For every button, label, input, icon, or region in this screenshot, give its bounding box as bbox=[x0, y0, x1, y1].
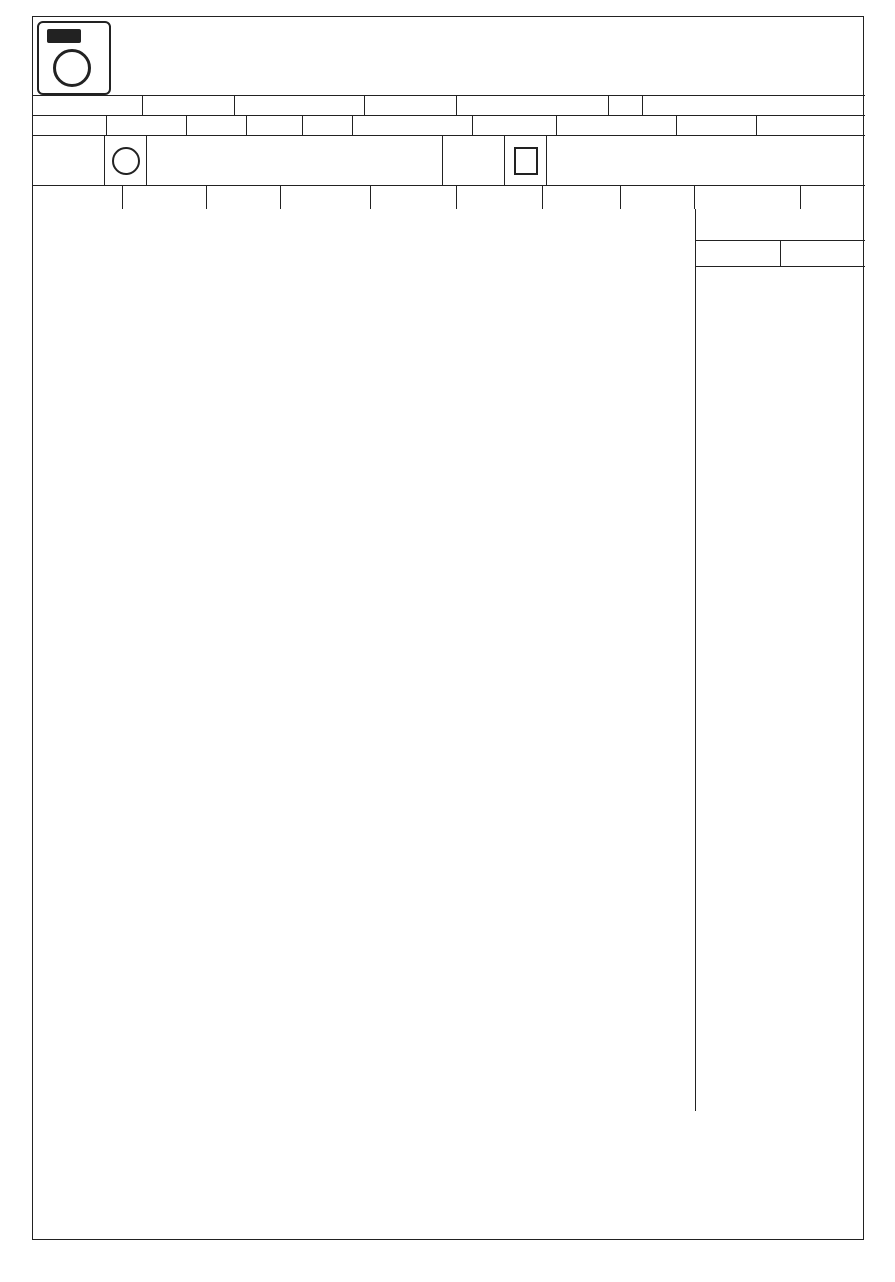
men-label bbox=[143, 96, 235, 115]
result-label bbox=[33, 186, 123, 209]
competition-name bbox=[643, 96, 865, 115]
date-value bbox=[107, 116, 187, 135]
team-a-crest-icon bbox=[112, 147, 140, 175]
result-row bbox=[33, 185, 865, 209]
overtime2-value bbox=[621, 186, 695, 209]
after7m-value bbox=[801, 186, 865, 209]
team-b-label bbox=[443, 136, 505, 185]
team-a-block bbox=[147, 136, 443, 185]
officials-footer bbox=[33, 1111, 865, 1241]
progress-second-half-label bbox=[781, 241, 866, 266]
score-progress-section bbox=[695, 209, 865, 1111]
half-label bbox=[207, 186, 281, 209]
women-label bbox=[291, 96, 365, 115]
overtime1-label bbox=[371, 186, 457, 209]
federation-logo bbox=[37, 21, 111, 95]
progress-halves bbox=[696, 241, 865, 267]
place-label bbox=[303, 116, 353, 135]
category-mark bbox=[235, 96, 291, 115]
teams-row bbox=[33, 135, 865, 185]
competition-name-label bbox=[609, 96, 643, 115]
spectators-label bbox=[677, 116, 757, 135]
place-value bbox=[353, 116, 473, 135]
team-b-logo bbox=[505, 136, 547, 185]
match-number bbox=[457, 96, 609, 115]
time-label bbox=[187, 116, 247, 135]
progress-first-half-label bbox=[696, 241, 781, 266]
competition-row bbox=[33, 95, 865, 115]
competition-label bbox=[33, 96, 143, 115]
logo-text bbox=[47, 29, 81, 43]
progress-title bbox=[696, 209, 865, 241]
team-b-crest-icon bbox=[514, 147, 538, 175]
time-value bbox=[247, 116, 303, 135]
after7m-label bbox=[695, 186, 801, 209]
team-a-section bbox=[33, 209, 695, 661]
team-a-label bbox=[33, 136, 105, 185]
handball-icon bbox=[53, 49, 91, 87]
result-half bbox=[281, 186, 371, 209]
team-b-block bbox=[547, 136, 865, 185]
venue-label bbox=[473, 116, 557, 135]
date-row bbox=[33, 115, 865, 135]
overtime2-label bbox=[543, 186, 621, 209]
result-final bbox=[123, 186, 207, 209]
spectators-value bbox=[757, 116, 865, 135]
score-sheet bbox=[32, 16, 864, 1240]
venue-value bbox=[557, 116, 677, 135]
match-number-label bbox=[365, 96, 457, 115]
team-b-section bbox=[33, 661, 695, 1111]
team-a-logo bbox=[105, 136, 147, 185]
overtime1-value bbox=[457, 186, 543, 209]
date-label bbox=[33, 116, 107, 135]
